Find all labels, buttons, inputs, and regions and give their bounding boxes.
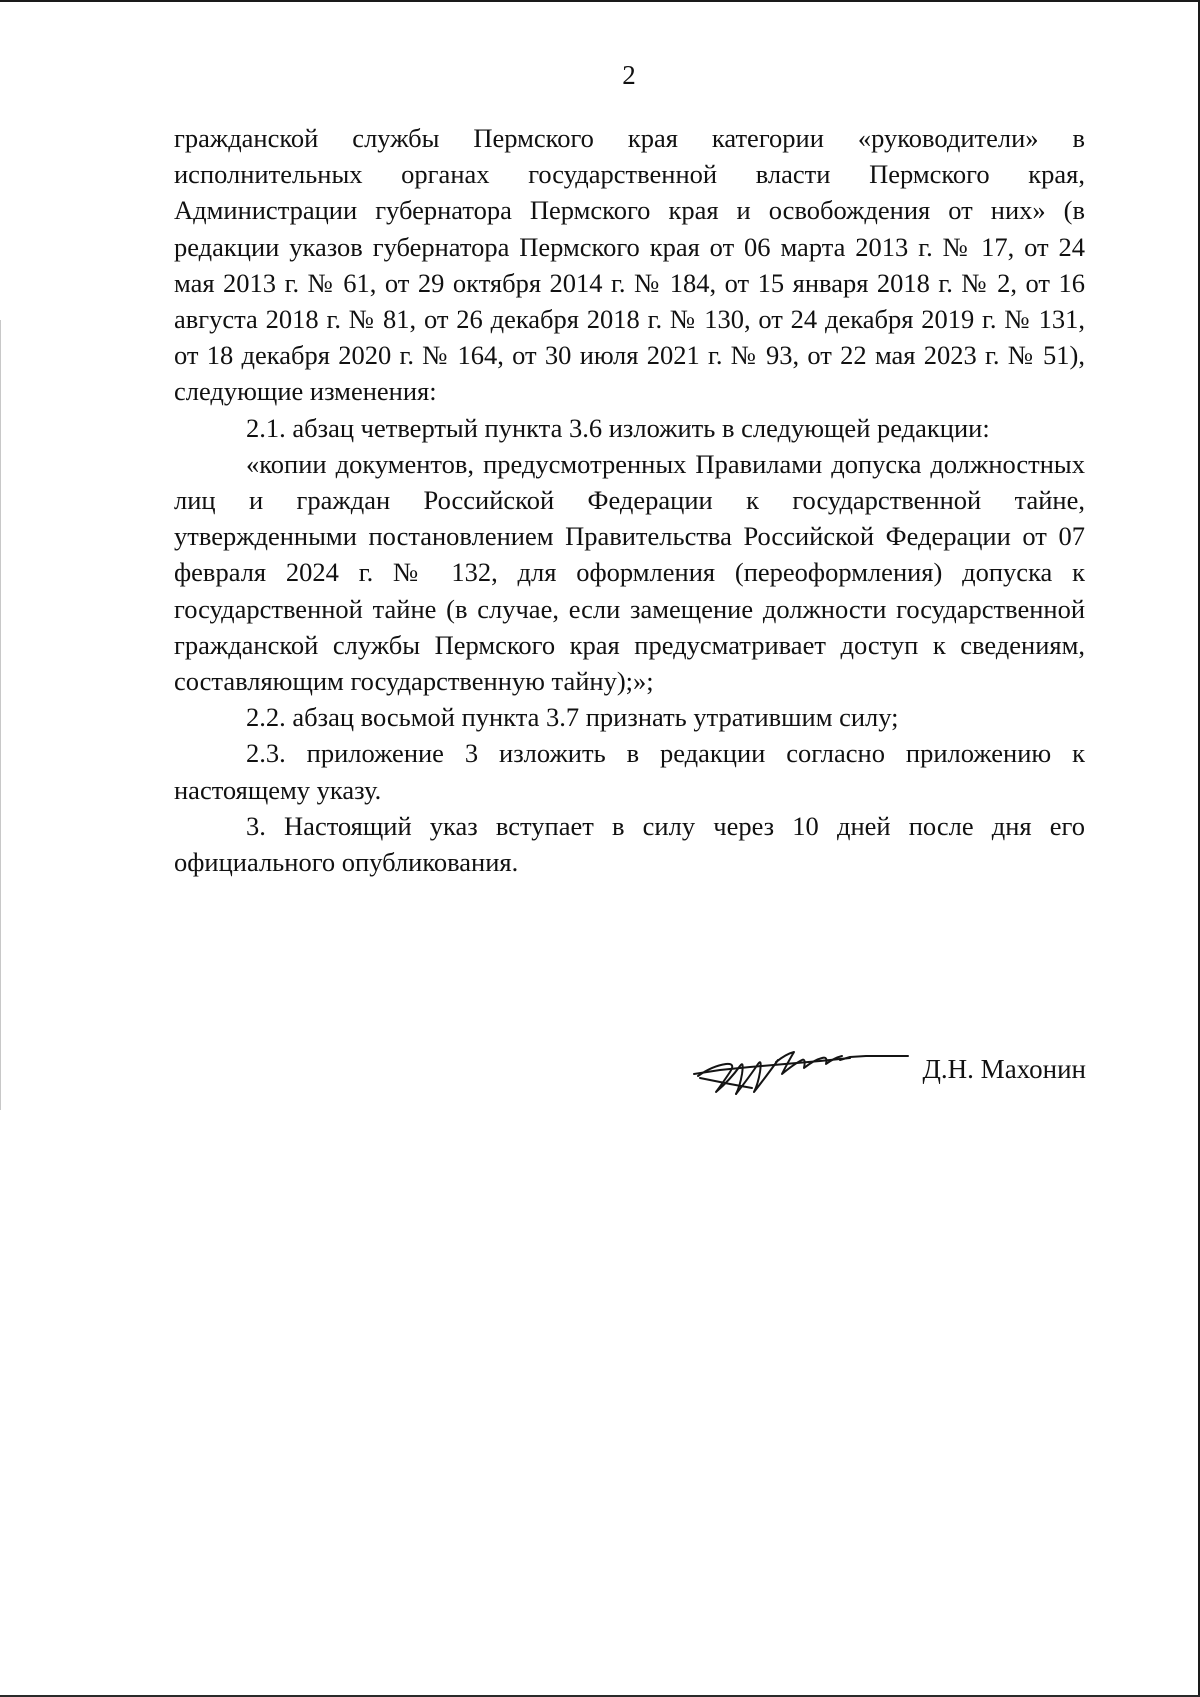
paragraph-item-2-1: 2.1. абзац четвертый пункта 3.6 изложить в следующей редакции: bbox=[246, 412, 990, 443]
signer-name: Д.Н. Махонин bbox=[922, 1054, 1086, 1084]
page-number: 2 bbox=[622, 60, 636, 90]
paragraph-continuation: гражданской службы Пермского края категории «руководители» в исполнительных органах государственной власти Пермского края, Администрации губернатора Пермского края и освобождения от них» (в редакции указов губернатора Пермского края от 06 марта 2013 г. № 17, от 24 мая 2013 г. № 61, от 29 октября 2014 г. № 184, от 15 января 2018 г. № 2, от 16 августа 2018 г. № 81, от 26 декабря 2018 г. № 130, от 24 декабря 2019 г. № 131, от 18 декабря 2020 г. № 164, от 30 июля 2021 г. № 93, от 22 мая 2023 г. № 51), следующие изменения: bbox=[174, 123, 1085, 407]
paragraph-quoted-text: «копии документов, предусмотренных Правилами допуска должностных лиц и граждан Российской Федерации к государственной тайне, утвержденными постановлением Правительства Российской Федерации от 07 февраля 2024 г. № 132, для оформления (переоформления) допуска к государственной тайне (в случае, если замещение должности государственной гражданской службы Пермского края предусматривает доступ к сведениям, составляющим государственную тайну);»; bbox=[174, 448, 1085, 697]
scan-artifact-line bbox=[0, 320, 1, 1110]
paragraph-item-2-2: 2.2. абзац восьмой пункта 3.7 признать утратившим силу; bbox=[246, 702, 899, 733]
paragraph-item-3: 3. Настоящий указ вступает в силу через 10 дней после дня его официального опубликования. bbox=[174, 810, 1085, 878]
document-body bbox=[174, 120, 1085, 880]
handwritten-signature bbox=[690, 1040, 910, 1100]
paragraph-item-2-3: 2.3. приложение 3 изложить в редакции согласно приложению к настоящему указу. bbox=[174, 738, 1085, 805]
signature-block bbox=[690, 1040, 1086, 1100]
